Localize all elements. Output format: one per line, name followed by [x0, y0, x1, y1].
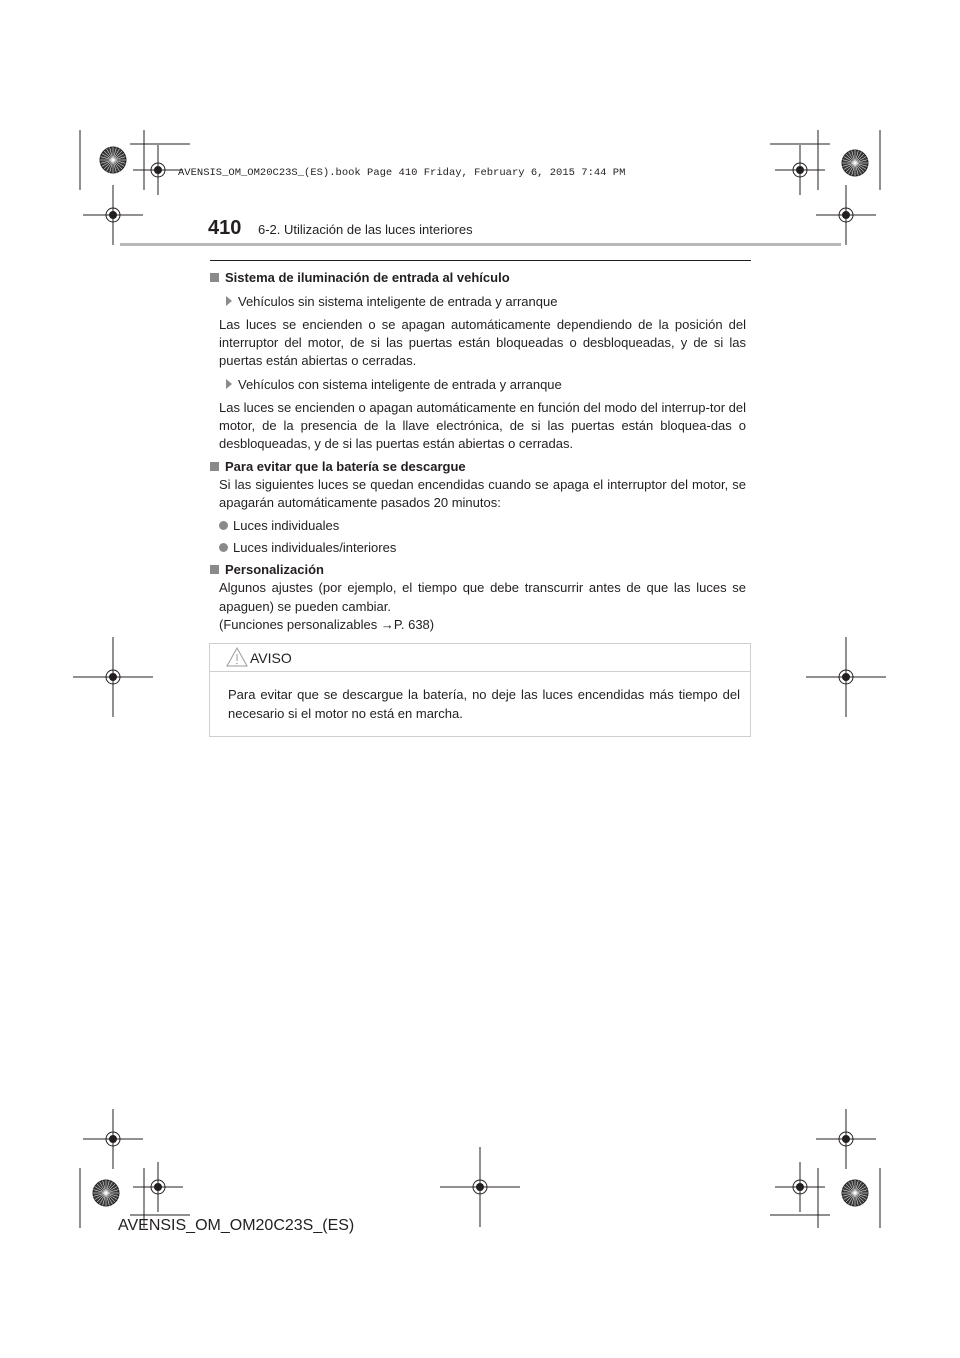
warning-triangle-icon — [226, 646, 248, 668]
circle-bullet-icon — [219, 543, 228, 552]
list-item — [210, 539, 746, 557]
paragraph: Si las siguientes luces se quedan encendidas cuando se apaga el interruptor del motor, se apagarán automáticamente pasados 20 minutos: — [219, 476, 746, 511]
square-bullet-icon — [210, 462, 219, 471]
header-rule — [120, 243, 841, 246]
sub-heading-label: Vehículos con sistema inteligente de entrada y arranque — [238, 377, 562, 393]
section-entry-lighting — [210, 269, 746, 287]
section-header-title: 6-2. Utilización de las luces interiores — [258, 222, 473, 237]
print-info: AVENSIS_OM_OM20C23S_(ES).book Page 410 Friday, February 6, 2015 7:44 PM — [178, 167, 626, 179]
sub-heading — [210, 293, 746, 311]
section-title: Sistema de iluminación de entrada al vehículo — [225, 270, 510, 285]
section-title: Personalización — [225, 562, 324, 578]
sub-heading-label: Vehículos sin sistema inteligente de entrada y arranque — [238, 294, 558, 310]
triangle-bullet-icon — [226, 296, 232, 306]
page-number: 410 — [208, 217, 242, 239]
section-title: Para evitar que la batería se descargue — [225, 458, 466, 474]
section-customization — [210, 561, 746, 579]
square-bullet-icon — [210, 273, 219, 282]
list-item-label: Luces individuales — [233, 517, 340, 533]
list-item-label: Luces individuales/interiores — [233, 539, 397, 555]
page-content — [210, 267, 746, 634]
square-bullet-icon — [210, 565, 219, 574]
warning-title: AVISO — [250, 650, 292, 666]
circle-bullet-icon — [219, 521, 228, 530]
cross-reference: (Funciones personalizables →P. 638) — [219, 617, 435, 633]
warning-text: Para evitar que se descargue la batería, no deje las luces encendidas más tiempo del necesario si el motor no está en marcha. — [228, 687, 740, 721]
footer-doc-id: AVENSIS_OM_OM20C23S_(ES) — [118, 1217, 355, 1234]
paragraph: Algunos ajustes (por ejemplo, el tiempo que debe transcurrir antes de que las luces se apaguen) se pueden cambiar. — [219, 580, 746, 614]
paragraph: Las luces se encienden o se apagan automáticamente dependiendo de la posición del interruptor del motor, de si las puertas están bloqueadas o desbloqueadas, y de si las puertas están abiertas o cerradas. — [219, 316, 746, 369]
list-item — [210, 517, 746, 535]
section-battery — [210, 458, 746, 476]
triangle-bullet-icon — [226, 379, 232, 389]
warning-box — [209, 643, 751, 737]
content-rule — [210, 260, 751, 261]
sub-heading — [210, 376, 746, 394]
warning-header — [210, 644, 750, 672]
paragraph: Las luces se encienden o apagan automáticamente en función del modo del interrup-tor del motor, de la presencia de la llave electrónica, de si las puertas están bloquea-das o desbloqueadas, y de si las puertas están abiertas o cerradas. — [219, 399, 746, 452]
